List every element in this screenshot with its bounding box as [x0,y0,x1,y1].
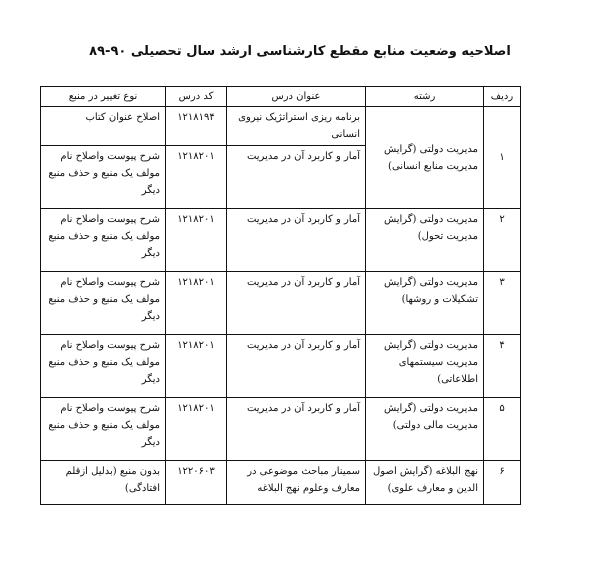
course-cell: آمار و کاربرد آن در مدیریت [227,398,366,461]
row-number: ۱ [484,107,521,209]
course-cell: آمار و کاربرد آن در مدیریت [227,272,366,335]
course-cell: سمینار مباحث موضوعی در معارف وعلوم نهج البلاغه [227,461,366,505]
field-cell: مدیریت دولتی (گرایش مدیریت مالی دولتی) [366,398,484,461]
course-cell: برنامه ریزی استراتژیک نیروی انسانی [227,107,366,146]
change-cell: اصلاح عنوان کتاب [41,107,166,146]
table-row [41,272,521,335]
code-cell: ۱۲۱۸۲۰۱ [166,272,227,335]
table-row [41,107,521,146]
code-cell: ۱۲۱۸۲۰۱ [166,335,227,398]
code-cell: ۱۲۱۸۲۰۱ [166,398,227,461]
document-title: اصلاحیه وضعیت منابع مقطع کارشناسی ارشد سال تحصیلی ۹۰-۸۹ [89,44,511,59]
table-row [41,461,521,505]
change-cell: شرح پیوست واصلاح نام مولف یک منبع و حذف منبع دیگر [41,398,166,461]
change-cell: شرح پیوست واصلاح نام مولف یک منبع و حذف منبع دیگر [41,272,166,335]
header-course-title: عنوان درس [227,87,366,107]
header-field: رشته [366,87,484,107]
code-cell: ۱۲۲۰۶۰۳ [166,461,227,505]
row-number: ۲ [484,209,521,272]
code-cell: ۱۲۱۸۲۰۱ [166,209,227,272]
field-cell: مدیریت دولتی (گرایش مدیریت تحول) [366,209,484,272]
field-cell: مدیریت دولتی (گرایش مدیریت منابع انسانی) [366,107,484,209]
table-row [41,335,521,398]
change-cell: شرح پیوست واصلاح نام مولف یک منبع و حذف منبع دیگر [41,209,166,272]
table-row [41,398,521,461]
table-row [41,209,521,272]
field-cell: نهج البلاغه (گرایش اصول الدین و معارف علوی) [366,461,484,505]
corrections-table [40,86,521,505]
change-cell: شرح پیوست واصلاح نام مولف یک منبع و حذف منبع دیگر [41,146,166,209]
table-header-row [41,87,521,107]
change-cell: بدون منبع (بدلیل ازقلم افتادگی) [41,461,166,505]
field-cell: مدیریت دولتی (گرایش تشکیلات و روشها) [366,272,484,335]
change-cell: شرح پیوست واصلاح نام مولف یک منبع و حذف منبع دیگر [41,335,166,398]
header-row-number: ردیف [484,87,521,107]
field-cell: مدیریت دولتی (گرایش مدیریت سیستمهای اطلاعاتی) [366,335,484,398]
code-cell: ۱۲۱۸۱۹۴ [166,107,227,146]
code-cell: ۱۲۱۸۲۰۱ [166,146,227,209]
row-number: ۳ [484,272,521,335]
course-cell: آمار و کاربرد آن در مدیریت [227,209,366,272]
row-number: ۶ [484,461,521,505]
course-cell: آمار و کاربرد آن در مدیریت [227,146,366,209]
row-number: ۴ [484,335,521,398]
header-change-type: نوع تغییر در منبع [41,87,166,107]
course-cell: آمار و کاربرد آن در مدیریت [227,335,366,398]
header-course-code: کد درس [166,87,227,107]
row-number: ۵ [484,398,521,461]
